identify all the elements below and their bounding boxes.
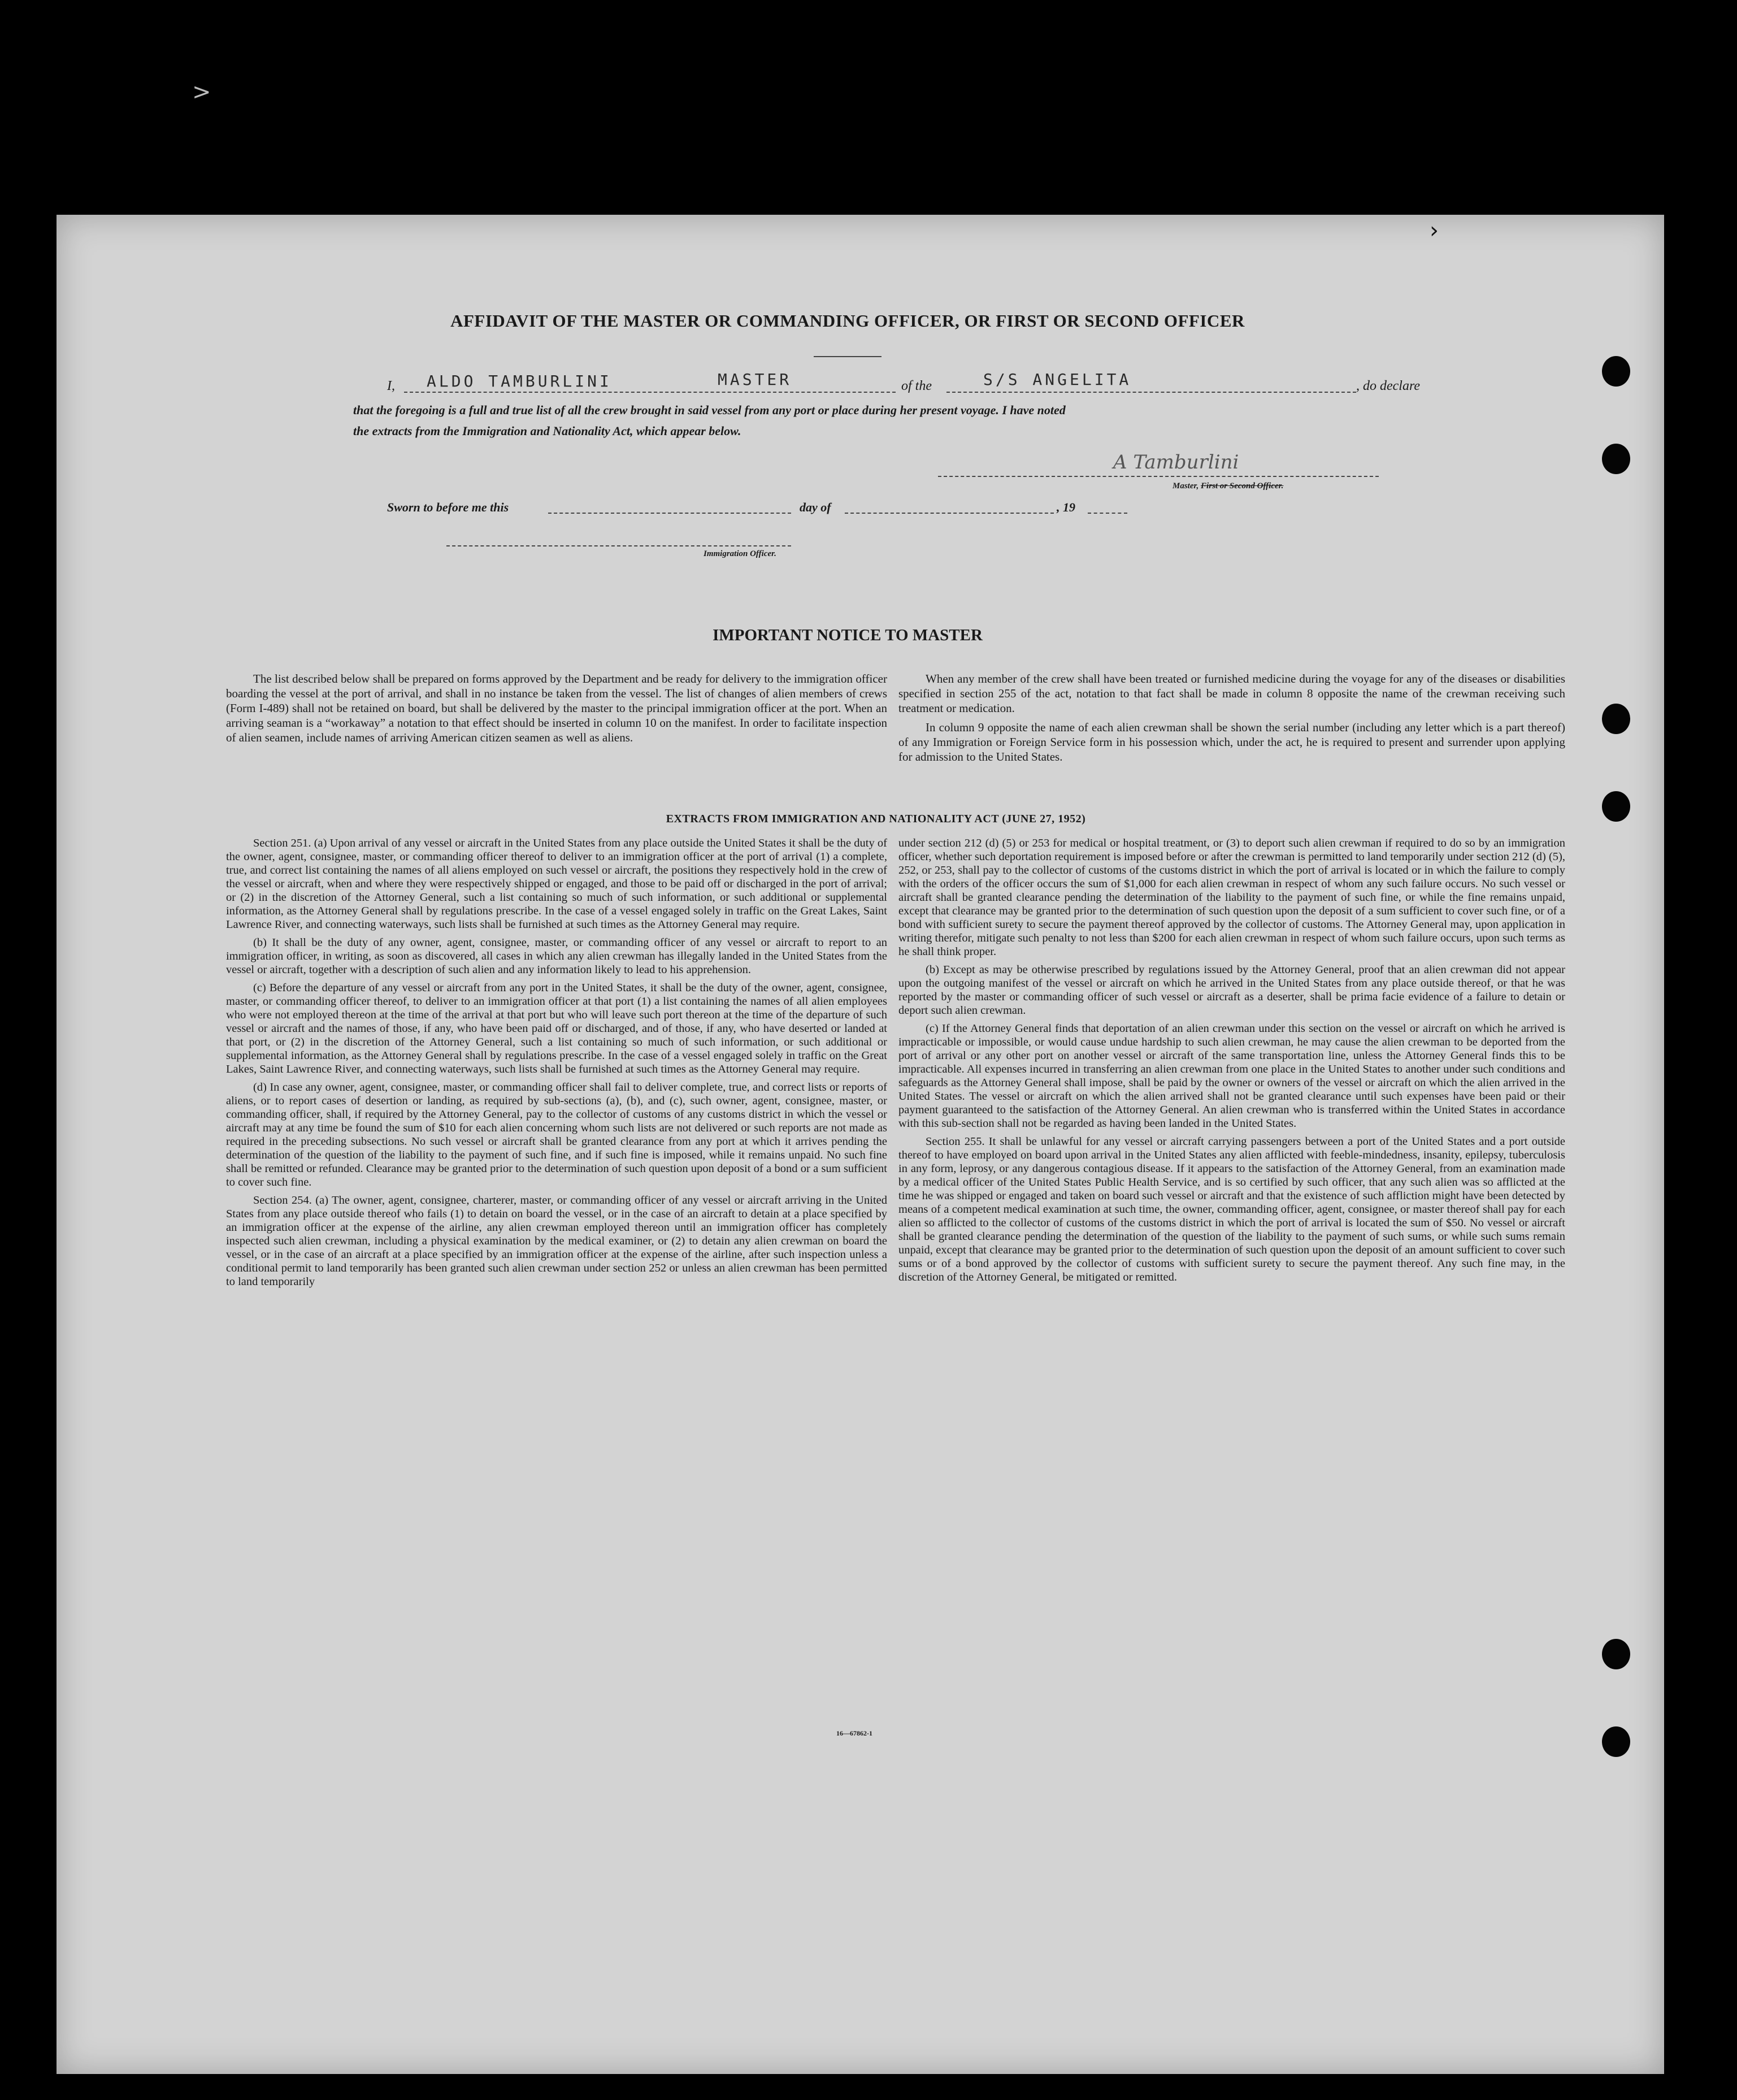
extract-paragraph: (c) If the Attorney General finds that deportation of an alien crewman under this section on the vessel or aircraft on which he arrived is impracticable or impossible, or would cause undue hardship to such alien crewman, he may cause the alien crewman to be deported from the port of arrival or any other port on another vessel or aircraft of the same transportation line, unless the Attorney General finds this to be impracticable. All expenses incurred in transferring an alien crewman from one place in the United States to another under such conditions and safeguards as the Attorney General shall impose, shall be paid by the owner or owners of the vessel or aircraft on which the alien arrived in the United States. The vessel or aircraft on which the alien arrived shall not be granted clearance until such expenses have been paid or their payment guaranteed to the satisfaction of the Attorney General. An alien crewman who is transferred within the United States in accordance with this sub-section shall not be regarded as having been landed in the United States. <box>898 1022 1565 1130</box>
statement-line-2: the extracts from the Immigration and Nationality Act, which appear below. <box>353 424 741 438</box>
year-label: , 19 <box>1057 500 1075 514</box>
notice-left-paragraph: The list described below shall be prepared on forms approved by the Department and be ready for delivery to the immigration officer boarding the vessel at the port of arrival, and shall in no instance be taken from the vessel. The list of changes of alien members of crews (Form I-489) shall not be retained on board, but shall be delivered by the master to the principal immigration officer at the port. When an arriving seaman is a “workaway” a notation to that effect should be inserted in column 10 on the manifest. In order to facilitate inspection of alien seamen, include names of arriving American citizen seamen as well as aliens. <box>226 672 887 744</box>
notice-title: IMPORTANT NOTICE TO MASTER <box>713 626 983 644</box>
statement-line-1: that the foregoing is a full and true list of all the crew brought in said vessel from any port or place during her present voyage. I have noted <box>353 403 1066 417</box>
corner-mark: > <box>192 79 211 105</box>
extracts-right-column <box>898 836 1565 1288</box>
title-underline <box>814 356 881 357</box>
of-the-label: of the <box>901 379 932 393</box>
extract-paragraph: (d) In case any owner, agent, consignee, master, or commanding officer shall fail to deliver complete, true, and correct lists or reports of aliens, or to report cases of desertion or landing, as required by sub-sections (a), (b), and (c), such owner, agent, consignee, master, or commanding officer, shall, if required by the Attorney General, pay to the collector of customs of any customs district in which the vessel or aircraft may at any time be found the sum of $10 for each alien concerning whom such lists are not delivered or such reports are not made as required in the preceding subsections. No such vessel or aircraft shall be granted clearance from any port at which it arrives pending the determination of the question of the liability to the payment of such fine, and if such fine is imposed, while it remains unpaid. No such fine shall be remitted or refunded. Clearance may be granted prior to the determination of such question upon deposit of a bond or a sum sufficient to cover such fine. <box>226 1081 887 1188</box>
notice-right-paragraph-1: When any member of the crew shall have been treated or furnished medicine during the voyage for any of the diseases or disabilities specified in section 255 of the act, notation to that fact shall be made in column 8 opposite the name of the crewman receiving such treatment or medication. <box>898 672 1565 715</box>
extracts-title: EXTRACTS FROM IMMIGRATION AND NATIONALITY ACT (JUNE 27, 1952) <box>666 813 1086 825</box>
extract-paragraph: Section 251. (a) Upon arrival of any vessel or aircraft in the United States from any place outside the United States it shall be the duty of the owner, agent, consignee, master, or commanding officer thereof to deliver to an immigration officer at the port of arrival (1) a complete, true, and correct list containing the names of all aliens employed on such vessel or aircraft, the positions they respectively hold in the crew of the vessel or aircraft, when and where they were respectively shipped or engaged, and those to be paid off or discharged in the port of arrival; or (2) in the discretion of the Attorney General, such a list containing so much of such information, or such additional or supplemental information, as the Attorney General shall by regulations prescribe. In the case of a vessel engaged solely in traffic on the Great Lakes, Saint Lawrence River, and connecting waterways, such lists shall be furnished at such times as the Attorney General may require. <box>226 837 887 931</box>
do-declare-label: , do declare <box>1356 379 1421 393</box>
extract-paragraph: (b) Except as may be otherwise prescribed by regulations issued by the Attorney General, proof that an alien crewman did not appear upon the outgoing manifest of the vessel or aircraft on which he arrived in the United States from any place outside thereof, or that he was reported by the master or commanding officer of such vessel or aircraft as a deserter, shall be prima facie evidence of a failure to detain or deport such alien crewman. <box>898 964 1565 1017</box>
master-rank: MASTER <box>718 370 792 389</box>
day-of-label: day of <box>800 500 831 514</box>
vessel-name: S/S ANGELITA <box>983 370 1132 389</box>
extracts-left-column <box>226 836 887 1293</box>
signature-line <box>938 476 1379 477</box>
signature-caption <box>1173 481 1283 491</box>
extract-paragraph: Section 254. (a) The owner, agent, consignee, charterer, master, or commanding officer of any vessel or aircraft arriving in the United States from any place outside thereof who fails (1) to detain on board the vessel, or in the case of an aircraft to detain at a place specified by an immigration officer at the expense of the airline, any alien crewman employed thereon until an immigration officer has completely inspected such alien crewman, including a physical examination by the medical examiner, or (2) to detain any alien crewman on board the vessel, or in the case of an aircraft at a place specified by an immigration officer at the expense of the airline, after such inspection unless a conditional permit to land temporarily has been granted such alien crewman under section 252 or unless an alien crewman has been permitted to land temporarily <box>226 1194 887 1288</box>
officer-line <box>446 545 791 546</box>
punch-hole <box>1602 791 1630 822</box>
signature-caption-struck: First or Second Officer. <box>1201 481 1284 491</box>
punch-hole <box>1602 1726 1630 1757</box>
immigration-officer-label: Immigration Officer. <box>704 549 776 558</box>
i-label: I, <box>387 379 395 393</box>
vessel-line <box>946 392 1356 393</box>
punch-hole <box>1602 704 1630 734</box>
name-line <box>404 392 896 393</box>
sworn-label: Sworn to before me this <box>387 500 509 514</box>
extract-paragraph: Section 255. It shall be unlawful for any vessel or aircraft carrying passengers between a port of the United States and a port outside thereof to have employed on board upon arrival in the United States any alien afflicted with feeble-mindedness, insanity, epilepsy, tuberculosis in any form, leprosy, or any dangerous contagious disease. If it appears to the satisfaction of the Attorney General, from an examination made by a medical officer of the United States Public Health Service, and is so certified by such officer, that any such alien was so afflicted at the time he was shipped or engaged and taken on board such vessel or aircraft and that the existence of such affliction might have been detected by means of a competent medical examination at such time, the owner, commanding officer, agent, consignee, or master thereof shall pay for each alien so afflicted to the collector of customs of the customs district in which the port of arrival is located the sum of $50. No vessel or aircraft shall be granted clearance pending the determination of the question of the liability to the payment of such sums, or while such sums remain unpaid, except that clearance may be granted prior to the determination of such question upon the deposit of an amount sufficient to cover such sums or of a bond approved by the collector of customs with sufficient surety to secure the payment thereof. Any such fine may, in the discretion of the Attorney General, be mitigated or remitted. <box>898 1135 1565 1283</box>
signature-caption-master: Master, <box>1173 481 1201 491</box>
master-signature: A Tamburlini <box>1113 451 1239 474</box>
extract-paragraph: under section 212 (d) (5) or 253 for medical or hospital treatment, or (3) to deport such alien crewman if required to do so by an immigration officer, whether such deportation requirement is imposed before or after the crewman is permitted to land temporarily under section 212 (d) (5), 252, or 253, shall pay to the collector of customs of the customs district in which the port of arrival is located or in which the failure to comply with the orders of the officer occurs the sum of $1,000 for each alien crewman in respect of whom any such failure occurs. No such vessel or aircraft shall be granted clearance pending the determination of the liability to the payment of such fine, or while the fine remains unpaid, except that clearance may be granted prior to the determination of such question upon the deposit of a sum sufficient to cover such fine, or of a bond with sufficient surety to secure the payment thereof approved by the collector of customs. The Attorney General may, upon application in writing therefor, mitigate such penalty to not less than $200 for each alien crewman in respect of whom such failure occurs, upon such terms as he shall think proper. <box>898 837 1565 958</box>
year-line <box>1088 513 1127 514</box>
corner-mark: › <box>1430 218 1439 244</box>
sworn-line <box>548 513 791 514</box>
master-name: ALDO TAMBURLINI <box>427 372 612 391</box>
punch-hole <box>1602 1639 1630 1669</box>
punch-hole <box>1602 356 1630 387</box>
punch-hole <box>1602 444 1630 474</box>
notice-right-paragraph-2: In column 9 opposite the name of each alien crewman shall be shown the serial number (including any letter which is a part thereof) of any Immigration or Foreign Service form in his possession which, under the act, he is required to present and surrender upon applying for admission to the United States. <box>898 721 1565 763</box>
notice-left-column <box>226 671 887 749</box>
form-number: 16—67862-1 <box>836 1729 872 1737</box>
extract-paragraph: (c) Before the departure of any vessel or aircraft from any port in the United States, it shall be the duty of the owner, agent, consignee, master, or commanding officer thereof, to deliver to an immigration officer at that port (1) a list containing the names of all alien employees who were not employed thereon at the time of the arrival at that port but who will leave such port thereon at the time of the departure of such vessel or aircraft and the names of those, if any, who have been paid off or discharged, and of those, if any, who have deserted or landed at that port, or (2) in the discretion of the Attorney General, such a list containing so much of such information, or such additional or supplemental information, as the Attorney General shall by regulations prescribe. In the case of a vessel engaged solely in traffic on the Great Lakes, Saint Lawrence River, and connecting waterways, such lists shall be furnished at such times as the Attorney General may require. <box>226 982 887 1075</box>
affidavit-title: AFFIDAVIT OF THE MASTER OR COMMANDING OFFICER, OR FIRST OR SECOND OFFICER <box>450 311 1245 331</box>
notice-right-column <box>898 671 1565 769</box>
day-line <box>845 513 1054 514</box>
document-page <box>57 215 1664 2074</box>
extract-paragraph: (b) It shall be the duty of any owner, agent, consignee, master, or commanding officer of any vessel or aircraft to report to an immigration officer, in writing, as soon as discovered, all cases in which any alien crewman has illegally landed in the United States from the vessel or aircraft, together with a description of such alien and any information likely to lead to his apprehension. <box>226 936 887 976</box>
